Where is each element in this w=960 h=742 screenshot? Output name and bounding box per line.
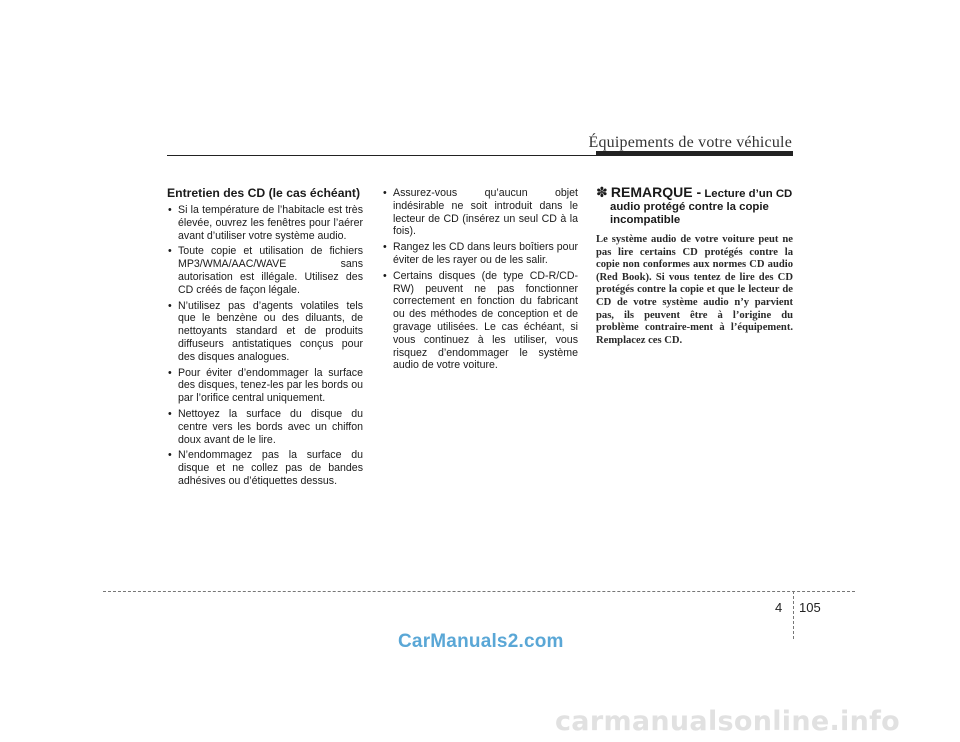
watermark-link[interactable]: CarManuals2.com xyxy=(398,631,564,652)
column-cd-care xyxy=(167,186,363,491)
remark-symbol-icon: ✽ xyxy=(596,184,608,200)
header-rule-accent xyxy=(596,151,793,155)
remark-body: Le système audio de votre voiture peut ne pas lire certains CD protégés contre la copie non conformes aux normes CD audio (Red Book). Si vous tentez de lire des CD protégés contre la copie et que le lecteur de CD de votre système audio n’y parvient pas, ils peuvent être à l’origine du problème contraire-ment à l’équipement. Remplacez ces CD. xyxy=(596,234,793,346)
footer-divider xyxy=(793,591,794,639)
cd-care-list-continued xyxy=(382,187,578,372)
cd-care-list xyxy=(167,204,363,488)
list-item: • Rangez les CD dans leurs boîtiers pour éviter de les rayer ou de les salir. xyxy=(382,241,578,267)
remark-box xyxy=(596,186,793,347)
section-title: Équipements de votre véhicule xyxy=(588,134,792,151)
list-item: • Assurez-vous qu’aucun objet indésirable ne soit introduit dans le lecteur de CD (insérez un seul CD à la fois). xyxy=(382,187,578,238)
list-item: • N’utilisez pas d’agents volatiles tels que le benzène ou des diluants, de nettoyants standard et de produits diffuseurs antistatiques conçus pour des disques analogues. xyxy=(167,300,363,364)
list-item: • Nettoyez la surface du disque du centre vers les bords avec un chiffon doux avant de le lire. xyxy=(167,408,363,446)
list-item: • Pour éviter d’endommager la surface des disques, tenez-les par les bords ou par l’orifice central uniquement. xyxy=(167,367,363,405)
chapter-number: 4 xyxy=(775,600,783,615)
remark-heading xyxy=(596,186,793,227)
list-item: • N’endommagez pas la surface du disque et ne collez pas de bandes adhésives ou d’étiquettes dessus. xyxy=(167,449,363,487)
remark-title: Lecture d’un CD audio protégé contre la copie incompatible xyxy=(610,188,793,226)
header-rule xyxy=(167,155,793,156)
list-item: • Si la température de l’habitacle est très élevée, ouvrez les fenêtres pour l’aérer avant d’utiliser votre système audio. xyxy=(167,204,363,242)
footer-rule xyxy=(103,591,855,592)
list-item: • Certains disques (de type CD-R/CD-RW) peuvent ne pas fonctionner correctement en fonction du fabricant ou des méthodes de conception et de gravage utilisées. Le cas échéant, si vous continuez à les utiliser, vous risquez d’endommager le système audio de votre voiture. xyxy=(382,270,578,372)
column-cd-care-continued xyxy=(382,187,578,375)
footer-site-watermark: carmanualsonline.info xyxy=(555,706,901,737)
list-item: • Toute copie et utilisation de fichiers MP3/WMA/AAC/WAVE sans autorisation est illégale. Utilisez des CD créés de façon légale. xyxy=(167,245,363,296)
cd-care-heading: Entretien des CD (le cas échéant) xyxy=(167,186,361,200)
page-number: 105 xyxy=(799,600,821,615)
remark-label: REMARQUE - xyxy=(610,184,702,200)
